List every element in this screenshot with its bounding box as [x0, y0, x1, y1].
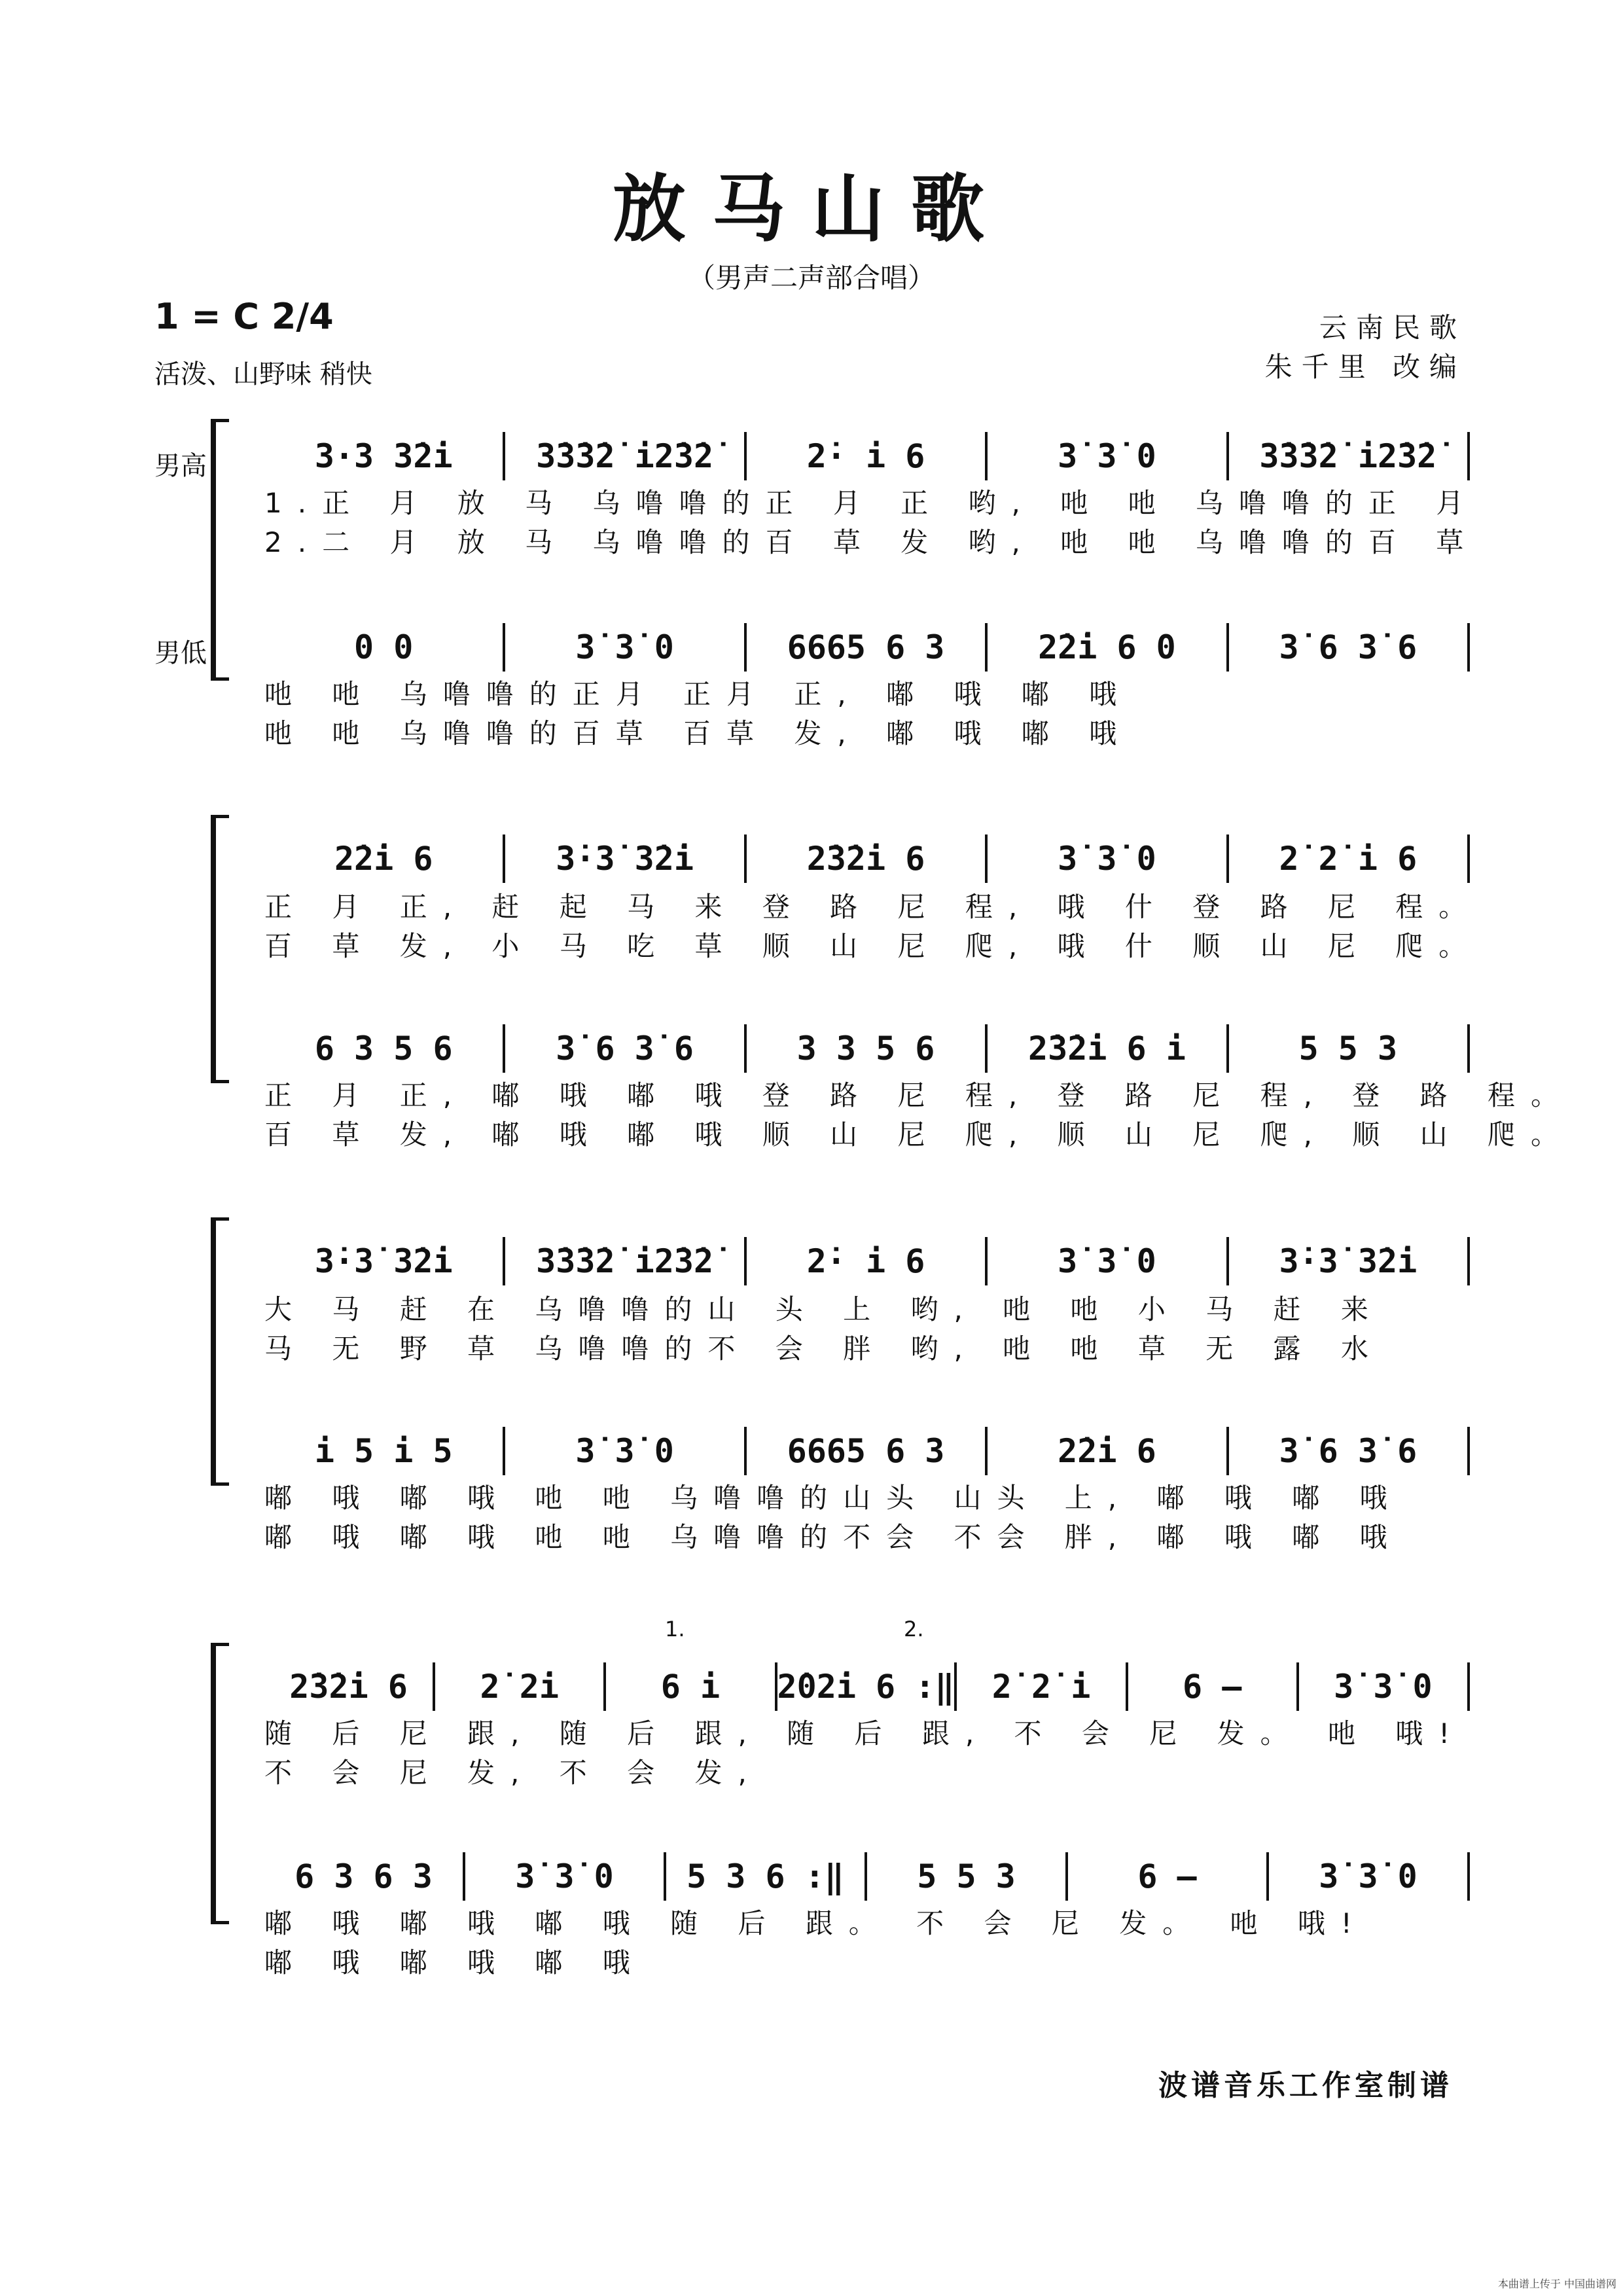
- page-title: 放马山歌: [613, 167, 1010, 252]
- high-lyric-1: 1.正 月 放 马 乌噜噜的正 月 正 哟, 吔 吔 乌噜噜的正 月: [264, 487, 1480, 519]
- tempo-marking: 活泼、山野味 稍快: [154, 359, 372, 389]
- low-notes: 0 0 3̇ 3̇ 0 6665 6 3 2̇2̇i 6 0 3̇ 6 3̇ 6: [264, 623, 1470, 672]
- low-lyric-1: 正 月 正, 嘟 哦 嘟 哦 登 路 尼 程, 登 路 尼 程, 登 路 程。: [264, 1079, 1575, 1111]
- low-notes: i 5 i 5 3̇ 3̇ 0 6665 6 3 2̇2̇i 6 3̇ 6 3̇ 6: [264, 1427, 1470, 1475]
- high-notes: 2̇2̇i 6 3̇·3̇ 3̇2̇i 2̇3̇2̇i 6 3̇ 3̇ 0 2̇ 2̇ i 6: [264, 834, 1470, 883]
- high-lyric-2: 马 无 野 草 乌噜噜的不 会 胖 哟, 吔 吔 草 无 露 水: [264, 1333, 1384, 1365]
- low-notes: 6 3 6 3 3̇ 3̇ 0 5 3 6 :‖ 5 5 3 6 – 3̇ 3̇ 0: [264, 1852, 1470, 1901]
- low-lyric-1: 嘟 哦 嘟 哦 吔 吔 乌噜噜的山头 山头 上, 嘟 哦 嘟 哦: [264, 1482, 1403, 1514]
- high-notes: 2̇3̇2̇i 6 2̇ 2̇i 6 i 2̇02̇i 6 :‖ 2̇ 2̇ i 6 – 3̇ 3̇ 0: [264, 1662, 1470, 1711]
- system-4: [154, 1617, 1470, 1983]
- high-lyric-2: 2.二 月 放 马 乌噜噜的百 草 发 哟, 吔 吔 乌噜噜的百 草: [264, 526, 1480, 558]
- subtitle: （男声二声部合唱）: [687, 262, 935, 294]
- volta-1: 1.: [665, 1617, 685, 1641]
- system-2: [154, 815, 1575, 1151]
- credit-origin: 云南民歌: [1319, 312, 1466, 344]
- system-brace: [211, 1217, 229, 1486]
- low-lyric-1: 嘟 哦 嘟 哦 嘟 哦 随 后 跟。 不 会 尼 发。 吔 哦!: [264, 1907, 1368, 1939]
- low-lyric-2: 吔 吔 乌噜噜的百草 百草 发, 嘟 哦 嘟 哦: [264, 717, 1133, 749]
- system-brace: [211, 419, 229, 681]
- high-lyric-1: 大 马 赶 在 乌噜噜的山 头 上 哟, 吔 吔 小 马 赶 来: [264, 1293, 1384, 1325]
- part-label-low: 男低: [154, 638, 207, 668]
- volta-2: 2.: [904, 1617, 924, 1641]
- high-lyric-2: 百 草 发, 小 马 吃 草 顺 山 尼 爬, 哦 什 顺 山 尼 爬。: [264, 930, 1482, 962]
- system-brace: [211, 1643, 229, 1924]
- high-notes: 3̇·3̇ 3̇2̇i 3̇3̇3̇2̇ i2̇3̇2̇ 2̇· i 6 3̇ 3̇ 0 3̇·3̇ 3̇2̇i: [264, 1237, 1470, 1285]
- high-lyric-2: 不 会 尼 发, 不 会 发,: [264, 1757, 762, 1789]
- low-lyric-2: 嘟 哦 嘟 哦 吔 吔 乌噜噜的不会 不会 胖, 嘟 哦 嘟 哦: [264, 1521, 1403, 1553]
- high-lyric-1: 正 月 正, 赶 起 马 来 登 路 尼 程, 哦 什 登 路 尼 程。: [264, 891, 1482, 923]
- upload-note: 本曲谱上传于 中国曲谱网: [1497, 2278, 1616, 2290]
- part-label-high: 男高: [154, 451, 207, 481]
- key-signature: 1 = C 2/4: [154, 296, 334, 337]
- low-lyric-1: 吔 吔 乌噜噜的正月 正月 正, 嘟 哦 嘟 哦: [264, 678, 1133, 710]
- low-notes: 6 3 5 6 3̇ 6 3̇ 6 3 3 5 6 2̇3̇2̇i 6 i 5 5 3: [264, 1024, 1470, 1073]
- low-lyric-2: 百 草 发, 嘟 哦 嘟 哦 顺 山 尼 爬, 顺 山 尼 爬, 顺 山 爬。: [264, 1119, 1575, 1151]
- low-lyric-2: 嘟 哦 嘟 哦 嘟 哦: [264, 1946, 646, 1979]
- high-lyric-1: 随 后 尼 跟, 随 后 跟, 随 后 跟, 不 会 尼 发。 吔 哦!: [264, 1717, 1466, 1749]
- system-1: [154, 419, 1480, 749]
- engraver-credit: 波谱音乐工作室制谱: [1158, 2069, 1453, 2102]
- system-3: [154, 1217, 1470, 1553]
- system-brace: [211, 815, 229, 1083]
- high-notes: 3·3 3̇2̇i 3̇3̇3̇2̇ i2̇3̇2̇ 2̇· i 6 3̇ 3̇ 0 3̇3̇3̇2̇ i2̇3̇2̇: [264, 432, 1470, 480]
- credit-arranger: 朱千里 改编: [1264, 351, 1466, 383]
